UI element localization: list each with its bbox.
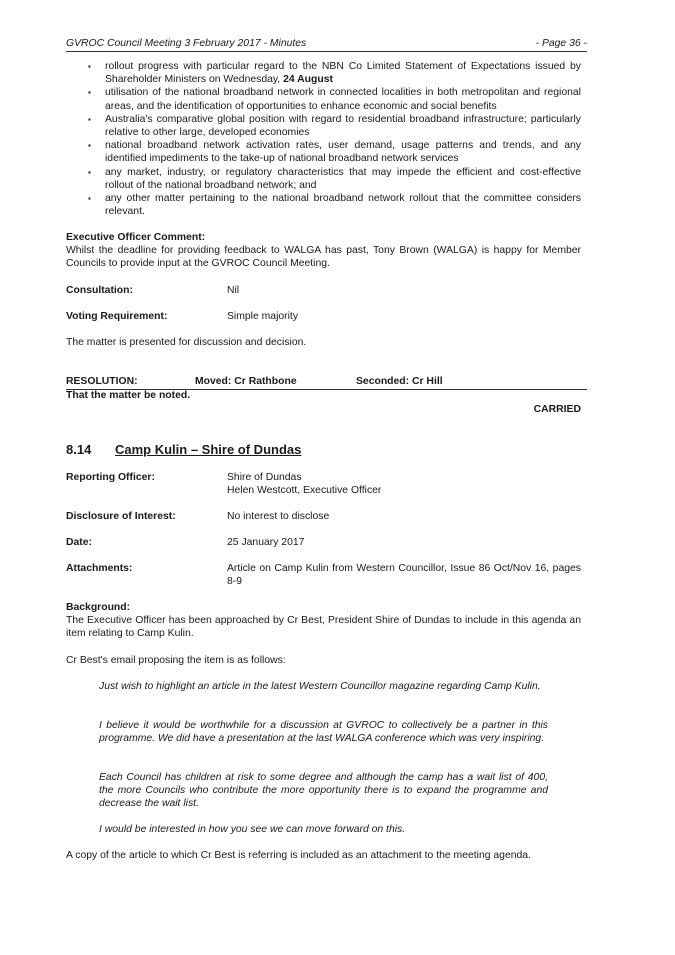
voting-requirement-label: Voting Requirement: [66,311,168,322]
matter-statement: The matter is presented for discussion and decision. [66,337,307,348]
list-item [66,113,581,139]
voting-requirement-value: Simple majority [227,311,299,322]
bullet-icon: ▪ [88,88,91,98]
resolution-outcome: CARRIED [533,404,581,415]
section-title: Camp Kulin – Shire of Dundas [115,442,302,457]
email-intro: Cr Best's email proposing the item is as follows: [66,655,286,666]
page-header [66,38,587,52]
eo-comment-text: Whilst the deadline for providing feedback to WALGA has past, Tony Brown (WALGA) is happy for Member Councils to provide input at the GVROC Council Meeting. [66,245,581,270]
bullet-icon: ▪ [88,194,91,204]
list-item-text: national broadband network activation rates, user demand, usage patterns and trends, and any identified impediments to the take-up of national broadband network services [105,140,581,165]
date-label: Date: [66,537,92,548]
list-item [66,60,581,86]
resolution-moved: Moved: Cr Rathbone [195,376,297,387]
date-value: 25 January 2017 [227,537,305,548]
email-quote-paragraph: I believe it would be worthwhile for a discussion at GVROC to collectively be a partner in this programme. We did have a presentation at the last WALGA conference which was very inspiring. [99,720,548,745]
background-text: The Executive Officer has been approached by Cr Best, President Shire of Dundas to include in this agenda an item relating to Camp Kulin. [66,615,581,640]
disclosure-value: No interest to disclose [227,511,330,522]
eo-comment-heading: Executive Officer Comment: [66,232,206,243]
list-item [66,166,581,192]
list-item-text: any market, industry, or regulatory characteristics that may impede the efficient and cost-effective rollout of the national broadband network; and [105,166,581,191]
disclosure-label: Disclosure of Interest: [66,511,176,522]
bullet-icon: ▪ [88,167,91,177]
attachments-value: Article on Camp Kulin from Western Councillor, Issue 86 Oct/Nov 16, pages 8-9 [227,563,581,588]
email-quote-paragraph: Each Council has children at risk to some degree and although the camp has a wait list of 400, the more Councils who contribute the more opportunity there is to expand the programme and decrease the wait list. [99,772,548,810]
attachments-label: Attachments: [66,563,133,574]
list-item-text: rollout progress with particular regard to the NBN Co Limited Statement of Expectations issued by Shareholder Ministers on Wednesday, [105,61,581,86]
bullet-icon: ▪ [88,141,91,151]
list-item-text: Australia's comparative global position with regard to residential broadband infrastructure; particularly relative to other large, developed economies [105,113,581,139]
background-heading: Background: [66,602,131,613]
list-item-text: utilisation of the national broadband network in connected localities in both metropolitan and regional areas, and the identification of opportunities to enhance economic and social benefits [105,87,581,112]
section-number: 8.14 [66,442,92,457]
reporting-officer-line1: Shire of Dundas [227,472,302,483]
list-item [66,192,581,218]
resolution-seconded: Seconded: Cr Hill [356,376,443,387]
list-item [66,139,581,165]
list-item-bold-text: 24 August [283,74,333,86]
header-title: GVROC Council Meeting 3 February 2017 - Minutes [66,38,307,49]
reporting-officer-line2: Helen Westcott, Executive Officer [227,485,382,496]
list-item [66,86,581,112]
terms-of-reference-list [66,60,581,218]
resolution-text: That the matter be noted. [66,390,191,401]
page-number: - Page 36 - [535,38,587,49]
consultation-value: Nil [227,285,240,296]
list-item-text: any other matter pertaining to the national broadband network rollout that the committee considers relevant. [105,193,581,218]
email-quote-paragraph: I would be interested in how you see we can move forward on this. [99,824,406,835]
resolution-bar [66,375,587,390]
bullet-icon: ▪ [88,114,91,124]
closing-statement: A copy of the article to which Cr Best is referring is included as an attachment to the meeting agenda. [66,850,531,861]
bullet-icon: ▪ [88,62,91,71]
resolution-label: RESOLUTION: [66,376,138,387]
reporting-officer-label: Reporting Officer: [66,472,155,483]
email-quote-paragraph: Just wish to highlight an article in the latest Western Councillor magazine regarding Camp Kulin. [99,681,541,692]
consultation-label: Consultation: [66,285,133,296]
